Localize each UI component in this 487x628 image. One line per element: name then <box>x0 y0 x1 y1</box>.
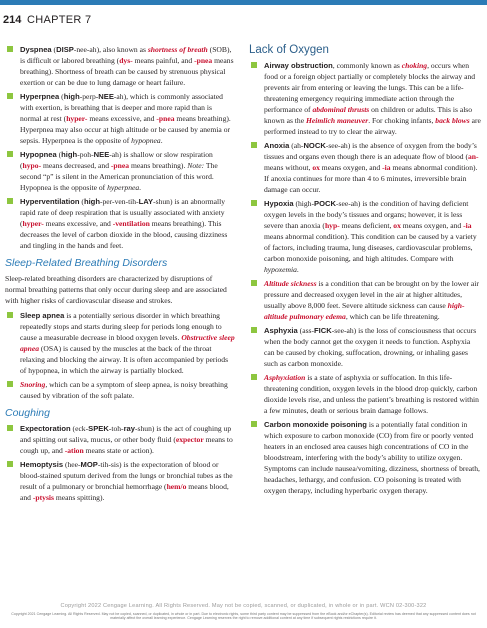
definition-text: means excessive, and <box>87 114 157 123</box>
definition-text: ( <box>51 45 57 54</box>
definition-text: -poh- <box>77 150 94 159</box>
chapter-label: CHAPTER 7 <box>27 14 92 26</box>
emphasis-text: Asphyxiation <box>264 373 306 382</box>
term-text: Dyspnea <box>20 45 52 54</box>
definition-text: means oxygen, and <box>319 163 383 172</box>
definition-entry <box>5 459 235 503</box>
left-column <box>5 44 235 506</box>
square-bullet-icon <box>7 151 13 157</box>
word-part-text: -ptysis <box>32 493 54 502</box>
definition-text: means without, <box>264 163 313 172</box>
definition-text: . For choking infants, <box>368 116 436 125</box>
term-text: Sleep apnea <box>20 311 65 320</box>
definition-entry <box>5 196 235 251</box>
definition-text: means painful, and <box>132 56 195 65</box>
word-part-text: hyp- <box>324 221 340 230</box>
definition-text: -tih-sis) is the expectoration of blood or blood-stained sputum derived from the lungs or bronchial tubes as the result of a pulmonary or bronchial hemorrhage ( <box>20 460 233 491</box>
definition-text: , which can be life threatening. <box>345 312 440 321</box>
section-heading-coughing: Coughing <box>5 407 50 419</box>
term-text: NOCK <box>303 141 326 150</box>
definition-text: (ass- <box>297 326 315 335</box>
term-text: NEE <box>98 92 114 101</box>
definition-text: ( <box>56 150 62 159</box>
definition-text: -ah) is shallow or slow respiration ( <box>20 150 213 170</box>
definition-text: The second “p” is silent in the American pronunciation of this word. Hypopnea is the opposite of <box>20 161 218 192</box>
definition-text: (eck- <box>70 424 89 433</box>
page-number: 214 <box>3 14 22 26</box>
definition-entry <box>249 140 481 195</box>
word-part-text: -pnea <box>110 161 130 170</box>
emphasis-text: hypopnea <box>131 136 161 145</box>
definition-text: -see-ah) is the loss of consciousness that occurs when the body cannot get the oxygen it needs to function. Asphyxia can be caused by choking, suffocation, drowning, or inhaling gases such as carbon monoxide. <box>264 326 477 368</box>
definition-text: means to cough up, and <box>20 435 233 455</box>
term-text: Asphyxia <box>264 326 298 335</box>
definition-text: , occurs when food or a foreign object partially or completely blocks the airway and prevents air from entering or leaving the lungs. This can be a life-threatening emergency requiring immediate action through the performance of <box>264 61 476 114</box>
definition-entry <box>249 278 481 322</box>
definition-text: means state or action). <box>83 446 154 455</box>
square-bullet-icon <box>7 381 13 387</box>
definition-text: means breathing). Shortness of breath can be caused by strenuous physical exertion or can be due to lung damage or heart failure. <box>20 56 234 87</box>
definition-entry <box>5 149 235 193</box>
square-bullet-icon <box>251 62 257 68</box>
definition-entry <box>5 91 235 146</box>
square-bullet-icon <box>7 93 13 99</box>
definition-text: (OSA) is caused by the muscles at the back of the throat relaxing and blocking the airway. It is often accompanied by periods of hypopnea, in which the airway is partially blocked. <box>20 344 229 375</box>
definition-text: is a potentially serious disorder in which breathing repeatedly stops and starts during sleep for periods long enough to cause a measurable decrease in blood oxygen levels. <box>20 311 222 342</box>
definition-text: -shun) is an abnormally rapid rate of deep respiration that is usually associated with anxiety ( <box>20 197 226 228</box>
term-text: FICK <box>314 326 332 335</box>
square-bullet-icon <box>7 46 13 52</box>
word-part-text: -ia <box>463 221 472 230</box>
definition-text: ( <box>59 92 64 101</box>
term-text: high <box>63 92 80 101</box>
term-text: MOP <box>80 460 98 469</box>
definition-text: means decreased, and <box>41 161 111 170</box>
definition-entry <box>5 44 235 88</box>
definition-text: means breathing). Hyperpnea may also occur at high altitude or be caused by anemia or sepsis. Hyperpnea is the opposite of <box>20 114 231 145</box>
definition-text: (hee- <box>63 460 81 469</box>
definition-text: ( <box>79 197 84 206</box>
definition-text: is a potentially fatal condition in which exposure to carbon monoxide (CO) from fire or poorly vented heaters in an enclosed area causes high concentrations of CO in the bloodstream, interfering with the body’s ability to utilize oxygen. Symptoms can include nausea/vomiting, dizziness, shortness of breath, headaches, lethargy, and confusion. CO poisoning is treated with oxygen therapy, including hyperbaric oxygen therapy. <box>264 420 480 495</box>
term-text: Hyperventilation <box>20 197 80 206</box>
definition-text: -see-ah) is the condition of having deficient oxygen levels in the body’s tissues and organs; however, it is less severe than anoxia ( <box>264 199 469 230</box>
term-text: Carbon monoxide poisoning <box>264 420 367 429</box>
square-bullet-icon <box>7 425 13 431</box>
term-text: DISP <box>56 45 74 54</box>
word-part-text: hypo- <box>22 161 42 170</box>
word-part-text: -ia <box>382 163 391 172</box>
square-bullet-icon <box>251 142 257 148</box>
word-part-text: ox <box>393 221 401 230</box>
definition-text: -ah), which is commonly associated with exertion, is breathing that is deeper and more rapid than is normal at rest ( <box>20 92 223 123</box>
word-part-text: an- <box>468 152 479 161</box>
emphasis-text: high-altitude pulmonary edema <box>264 301 465 321</box>
term-text: SPEK <box>88 424 109 433</box>
footer-copyright: Copyright 2022 Cengage Learning. All Rights Reserved. May not be copied, scanned, or duplicated, in whole or in part. WCN 02-300-322 <box>60 603 427 609</box>
definition-text: means blood, and <box>20 482 229 502</box>
definitions-list-oxygen <box>249 60 481 496</box>
definition-entry <box>249 60 481 137</box>
definition-text: on children or adults. This is also known as the <box>264 105 473 125</box>
word-part-text: dys- <box>119 56 133 65</box>
word-part-text: hyper- <box>66 114 88 123</box>
definition-text: means deficient, <box>339 221 394 230</box>
emphasis-text: hypoxemia <box>264 265 297 274</box>
emphasis-text: hyperpnea <box>107 183 140 192</box>
definition-text: means spitting). <box>53 493 105 502</box>
definition-text: -perp- <box>79 92 99 101</box>
definition-entry <box>5 379 235 401</box>
term-text: Hemoptysis <box>20 460 64 469</box>
section-heading-sleep: Sleep-Related Breathing Disorders <box>5 257 168 269</box>
definitions-list-top <box>5 44 235 251</box>
definition-text: is a condition that can be brought on by the lower air pressure and decreased oxygen level in the air at higher altitudes, usually above 8,000 feet. Severe altitude sickness can cause <box>264 279 479 310</box>
definition-text: . <box>160 136 163 145</box>
emphasis-text: Snoring <box>20 380 46 389</box>
definition-text: , which can be a symptom of sleep apnea, is noisy breathing caused by vibration of the soft palate. <box>20 380 228 400</box>
square-bullet-icon <box>7 461 13 467</box>
definition-text: (ah- <box>289 141 304 150</box>
definition-text: means breathing). <box>129 161 188 170</box>
definition-text: means oxygen, and <box>400 221 464 230</box>
word-part-text: hem/o <box>166 482 187 491</box>
definition-entry <box>249 325 481 369</box>
square-bullet-icon <box>251 280 257 286</box>
term-text: Expectoration <box>20 424 71 433</box>
term-text: POCK <box>314 199 336 208</box>
definition-entry <box>5 423 235 456</box>
term-text: ray <box>123 424 135 433</box>
definition-text: is a state of asphyxia or suffocation. In this life-threatening condition, oxygen levels in the blood drop quickly, carbon dioxide levels rise, and unless the patient’s breathing is restored within a few minutes, death or serious brain damage follows. <box>264 373 479 415</box>
emphasis-text: choking <box>401 61 428 70</box>
emphasis-text: shortness of breath <box>147 45 208 54</box>
definition-text: (SOB), is difficult or labored breathing ( <box>20 45 232 65</box>
definition-text: . <box>296 265 299 274</box>
definition-text: means abnormal condition). If anoxia continues for more than 4 to 6 minutes, irreversible brain damage can occur. <box>264 163 478 194</box>
square-bullet-icon <box>7 198 13 204</box>
header-color-bar <box>0 0 487 5</box>
page-header <box>0 0 487 38</box>
emphasis-text: back blows <box>435 116 470 125</box>
word-part-text: -ation <box>64 446 84 455</box>
term-text: Hypopnea <box>20 150 57 159</box>
word-part-text: expector <box>175 435 204 444</box>
term-text: NEE <box>93 150 110 159</box>
definition-text: -shun) is the act of coughing up and spitting out saliva, mucus, or other body fluid ( <box>20 424 232 444</box>
definitions-list-coughing <box>5 423 235 503</box>
definition-entry <box>249 198 481 275</box>
term-text: Hypoxia <box>264 199 294 208</box>
emphasis-text: Altitude sickness <box>264 279 317 288</box>
definition-entry <box>249 419 481 496</box>
term-text: high <box>61 150 78 159</box>
definition-text: means excessive, and <box>43 219 113 228</box>
word-part-text: hyper- <box>22 219 44 228</box>
definition-text: are performed instead to try to clear the airway. <box>264 116 481 136</box>
page-footer <box>0 603 487 620</box>
square-bullet-icon <box>251 374 257 380</box>
square-bullet-icon <box>251 327 257 333</box>
definitions-list-sleep <box>5 310 235 401</box>
square-bullet-icon <box>7 312 13 318</box>
definition-text: , commonly known as <box>332 61 402 70</box>
emphasis-text: abdominal thrusts <box>312 105 370 114</box>
definition-text: means abnormal condition). This condition can be caused by a variety of factors, including trauma, lung diseases, cardiovascular problems, carbon monoxide poisoning, and high altitudes. Compare with <box>264 232 477 263</box>
term-text: Hyperpnea <box>20 92 60 101</box>
definition-entry <box>5 310 235 376</box>
term-text: Anoxia <box>264 141 290 150</box>
definition-text: means breathing). This decreases the level of carbon dioxide in the blood, causing dizziness and tingling in the hands and feet. <box>20 219 228 250</box>
emphasis-text: Heimlich maneuver <box>305 116 369 125</box>
definition-text: -per-ven-tih- <box>99 197 139 206</box>
definition-text: -see-ah) is the absence of oxygen from the body’s tissues and organs even though there is an adequate flow of blood ( <box>264 141 477 161</box>
word-part-text: ox <box>312 163 320 172</box>
definition-text: . <box>139 183 142 192</box>
word-part-text: -pnea <box>194 56 213 65</box>
term-text: high <box>83 197 100 206</box>
footer-fine-print: Copyright 2021 Cengage Learning. All Rights Reserved. May not be copied, scanned, or duplicated, in whole or in part. Due to electronic rights, some third party content may be suppressed from the eBook and/or eChapter(s). Editorial review has deemed that any suppressed content does not materially affect the overall learning experience. Cengage Learning reserves the right to remove additional content at any time if subsequent rights restrictions require it. <box>11 612 476 620</box>
term-text: LAY <box>138 197 154 206</box>
sleep-intro-paragraph: Sleep-related breathing disorders are characterized by disruptions of normal breathing patterns that only occur during sleep and are associated with higher risks of cardiovascular disease and strokes. <box>5 274 227 305</box>
emphasis-text: Note: <box>187 161 205 170</box>
definition-entry <box>249 372 481 416</box>
definition-text: -toh- <box>108 424 124 433</box>
square-bullet-icon <box>251 200 257 206</box>
term-text: Airway obstruction <box>264 61 333 70</box>
section-heading-lack-of-oxygen: Lack of Oxygen <box>249 44 329 56</box>
definition-text: (high- <box>293 199 315 208</box>
definition-text: -nee-ah), also known as <box>73 45 148 54</box>
word-part-text: -ventilation <box>112 219 150 228</box>
square-bullet-icon <box>251 421 257 427</box>
word-part-text: -pnea <box>156 114 175 123</box>
emphasis-text: Obstructive sleep apnea <box>20 333 235 353</box>
right-column <box>249 44 481 499</box>
